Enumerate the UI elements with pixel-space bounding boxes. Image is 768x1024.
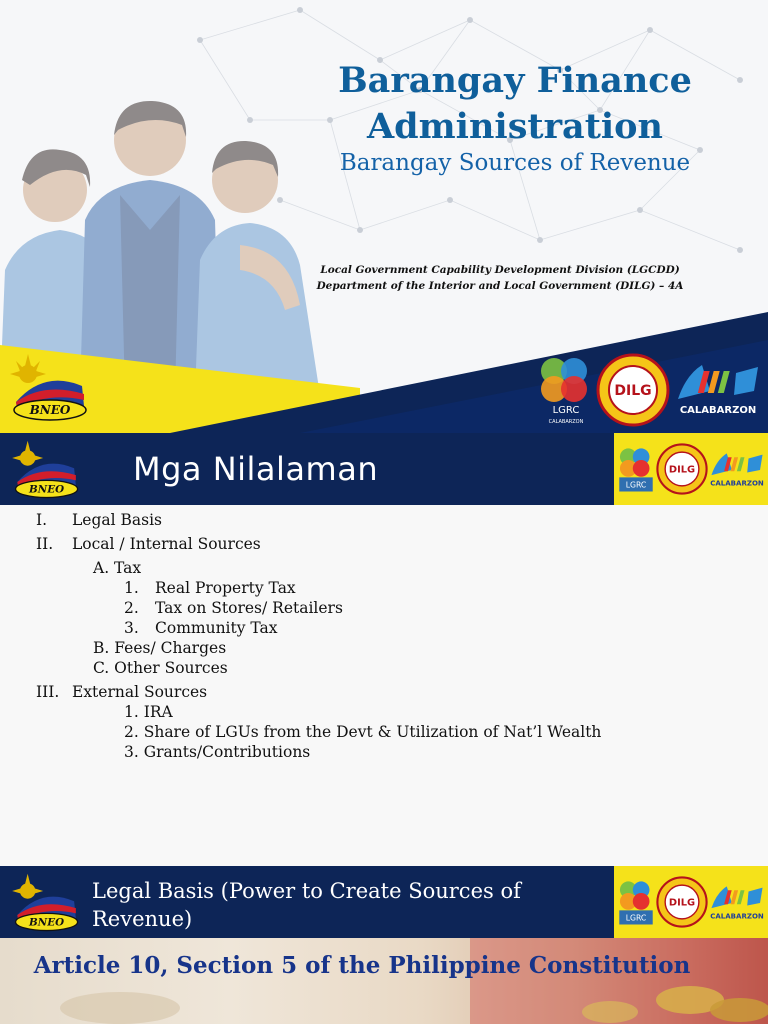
lgrc-logo-subtext: CALABARZON [548, 419, 584, 425]
toc-text: Tax on Stores/ Retailers [155, 599, 343, 617]
toc-number: I. [36, 511, 48, 529]
legal-basis-header-title [92, 877, 562, 933]
article-reference: Article 10, Section 5 of the Philippine Constitution [33, 952, 691, 979]
coins-graphic [0, 938, 768, 1024]
calabarzon-logo [708, 880, 766, 926]
calabarzon-logo-text: CALABARZON [710, 911, 764, 921]
contents-header-bar [0, 433, 768, 505]
legal-basis-slide [0, 866, 768, 1024]
organization-credit [270, 262, 730, 294]
title-slide [0, 0, 768, 433]
legal-basis-header-bar [0, 866, 768, 938]
lgrc-logo [618, 445, 654, 493]
calabarzon-logo-text: CALABARZON [679, 405, 757, 416]
bneo-logo [4, 352, 90, 424]
toc-number: III. [36, 683, 60, 701]
header-line-1: Legal Basis (Power to Create Sources of [92, 879, 521, 903]
header-logo-panel [614, 433, 768, 505]
calabarzon-logo [708, 447, 766, 493]
title-line-1: Barangay Finance [338, 60, 692, 101]
partner-logos [538, 353, 763, 428]
bneo-logo [4, 872, 84, 934]
bneo-logo-text: BNEO [29, 483, 65, 496]
lgrc-logo [618, 878, 654, 926]
presentation-title [280, 58, 750, 150]
calabarzon-logo [674, 355, 762, 427]
dilg-seal [656, 876, 708, 928]
lgrc-logo-text: LGRC [625, 480, 647, 490]
toc-text: External Sources [72, 683, 208, 701]
toc-number: 3. [124, 619, 139, 637]
lgrc-logo-text: LGRC [625, 913, 647, 923]
lgrc-logo-text: LGRC [552, 405, 580, 416]
header-logo-panel [614, 866, 768, 938]
header-line-2: Revenue) [92, 907, 193, 931]
bneo-logo-text: BNEO [29, 403, 71, 417]
title-line-2: Administration [367, 106, 663, 147]
toc-number: 2. [124, 599, 139, 617]
dilg-seal-text: DILG [668, 897, 696, 909]
toc-number: 1. [124, 579, 139, 597]
contents-header-title: Mga Nilalaman [133, 450, 379, 488]
dilg-seal-text: DILG [614, 383, 652, 399]
toc-text: Community Tax [155, 619, 278, 637]
toc-item: 2. Share of LGUs from the Devt & Utilization of Nat’l Wealth [124, 723, 602, 741]
lgrc-logo [538, 353, 594, 427]
bneo-logo-text: BNEO [29, 916, 65, 929]
dilg-seal [596, 353, 670, 427]
bneo-logo [4, 439, 84, 501]
org-line-1: Local Government Capability Development Division (LGCDD) [320, 264, 680, 276]
dilg-seal [656, 443, 708, 495]
org-line-2: Department of the Interior and Local Government (DILG) – 4A [316, 280, 684, 292]
dilg-seal-text: DILG [668, 464, 696, 476]
toc-item: 3. Grants/Contributions [124, 743, 311, 761]
toc-text: Local / Internal Sources [72, 535, 261, 553]
contents-slide [0, 433, 768, 866]
presentation-subtitle: Barangay Sources of Revenue [339, 150, 691, 176]
toc-number: II. [36, 535, 54, 553]
toc-text: Real Property Tax [155, 579, 296, 597]
toc-item: C. Other Sources [93, 659, 228, 677]
toc-item: B. Fees/ Charges [93, 639, 227, 657]
calabarzon-logo-text: CALABARZON [710, 478, 764, 488]
toc-text: Legal Basis [72, 511, 163, 529]
toc-item: 1. IRA [124, 703, 173, 721]
toc-item: A. Tax [93, 559, 142, 577]
